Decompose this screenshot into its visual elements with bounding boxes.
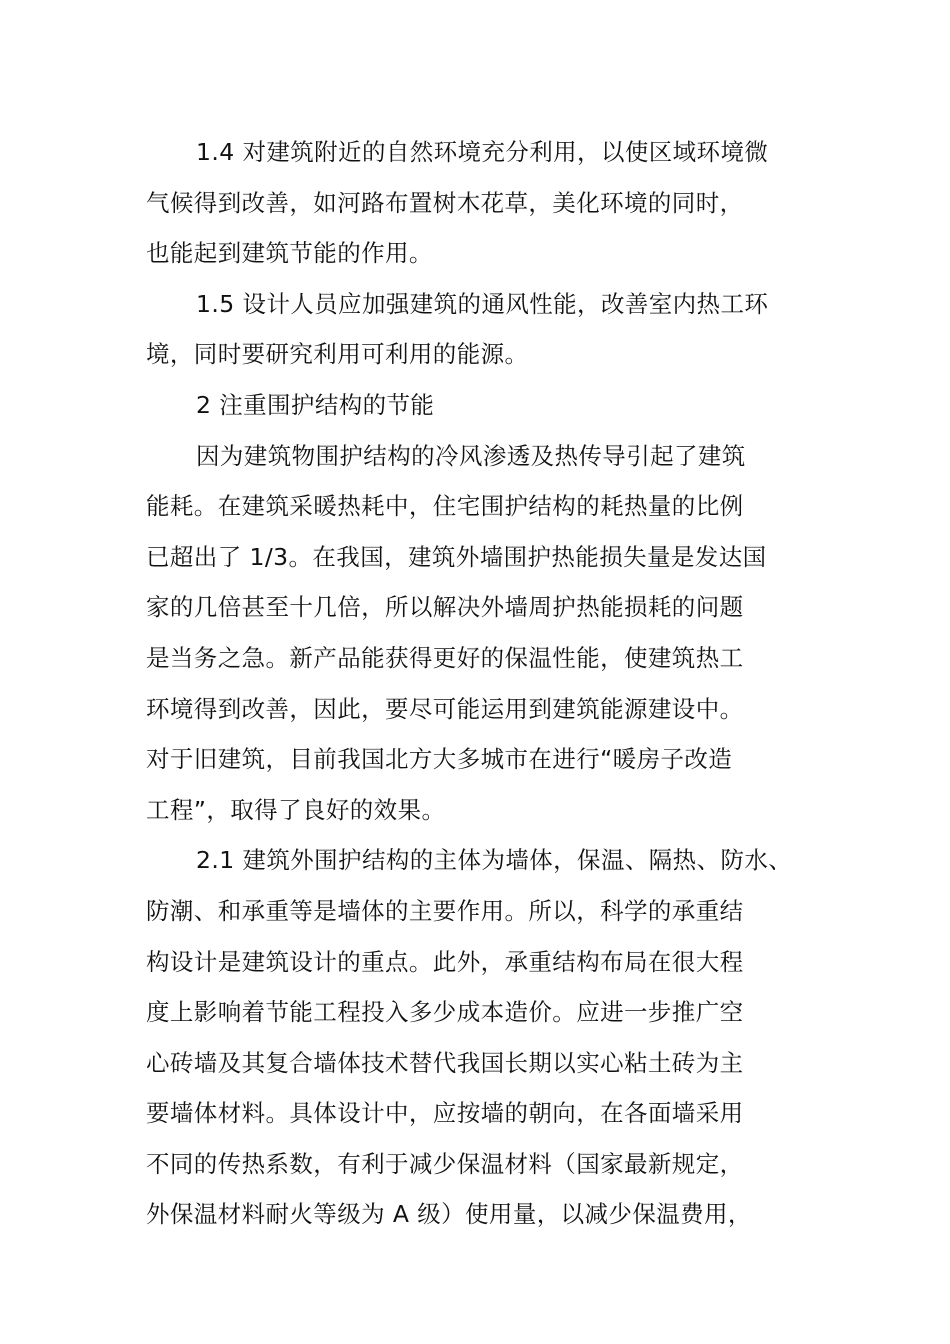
section-heading: 2 注重围护结构的节能 [196,390,435,419]
text-line: 1.5 设计人员应加强建筑的通风性能，改善室内热工环 [196,289,769,318]
text-line: 要墙体材料。具体设计中，应按墙的朝向，在各面墙采用 [146,1099,744,1128]
text-line: 已超出了 1/3。在我国，建筑外墙围护热能损失量是发达国 [146,542,767,571]
text-line: 1.4 对建筑附近的自然环境充分利用，以使区域环境微 [196,138,769,166]
text-line: 气候得到改善，如河路布置树木花草，美化环境的同时， [146,188,744,217]
text-line: 家的几倍甚至十几倍，所以解决外墙周护热能损耗的问题 [146,593,744,622]
text-line: 外保温材料耐火等级为 A 级）使用量，以减少保温费用， [146,1200,752,1229]
text-line: 是当务之急。新产品能获得更好的保温性能，使建筑热工 [146,643,744,672]
text-line: 心砖墙及其复合墙体技术替代我国长期以实心粘土砖为主 [146,1048,744,1077]
text-line: 防潮、和承重等是墙体的主要作用。所以，科学的承重结 [146,896,744,925]
text-line: 因为建筑物围护结构的冷风渗透及热传导引起了建筑 [196,441,746,470]
text-line: 环境得到改善，因此，要尽可能运用到建筑能源建设中。 [146,694,744,723]
text-line: 也能起到建筑节能的作用。 [146,239,433,268]
text-line: 构设计是建筑设计的重点。此外，承重结构布局在很大程 [146,947,744,976]
text-line: 对于旧建筑，目前我国北方大多城市在进行“暖房子改造 [146,745,733,774]
text-line: 2.1 建筑外围护结构的主体为墙体，保温、隔热、防水、 [196,846,793,875]
text-line: 境，同时要研究利用可利用的能源。 [146,340,529,369]
text-line: 工程”，取得了良好的效果。 [146,795,446,824]
text-line: 不同的传热系数，有利于减少保温材料（国家最新规定， [146,1149,744,1178]
body-text [146,127,846,1240]
text-line: 能耗。在建筑采暖热耗中，住宅围护结构的耗热量的比例 [146,492,744,521]
text-line: 度上影响着节能工程投入多少成本造价。应进一步推广空 [146,998,744,1027]
